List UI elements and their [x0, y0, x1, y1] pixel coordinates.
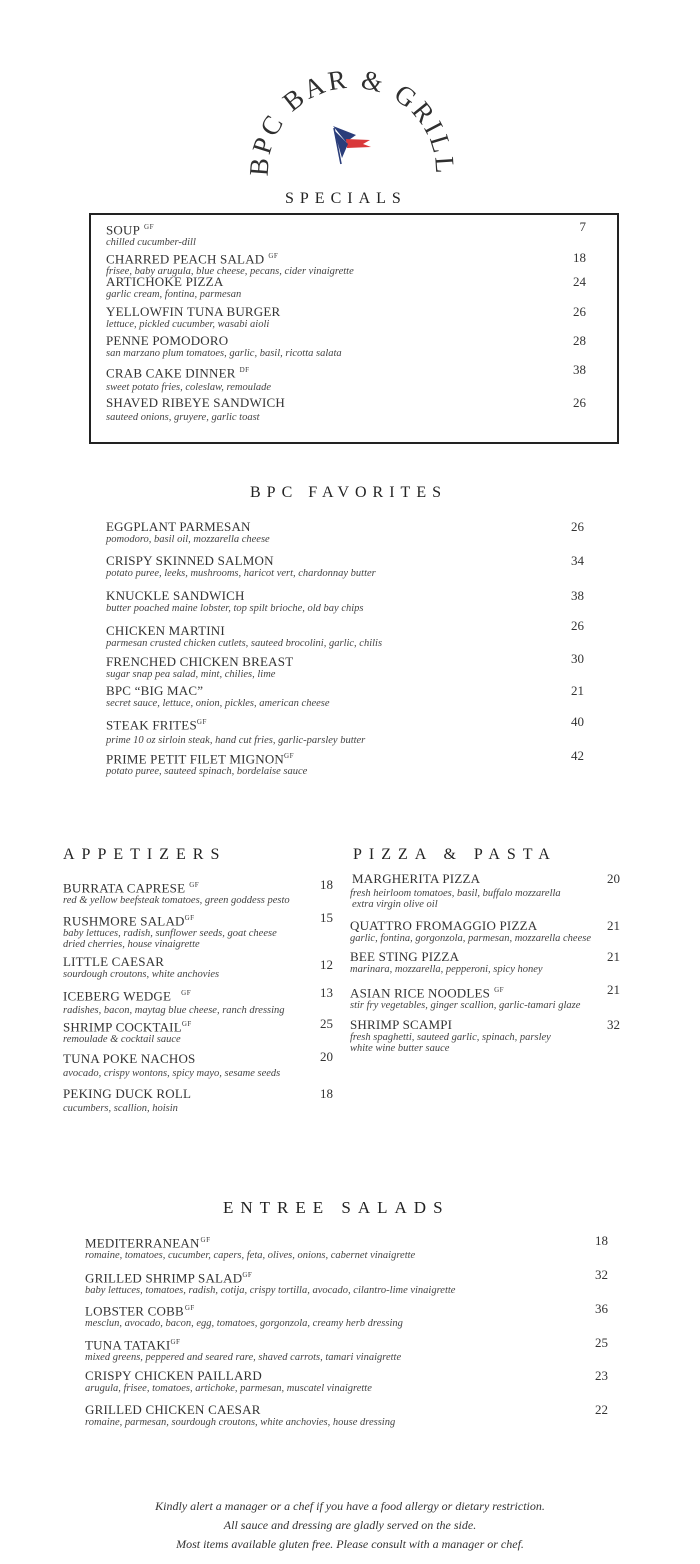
item-description: marinara, mozzarella, pepperoni, spicy honey: [350, 964, 543, 975]
item-price: 34: [571, 553, 584, 568]
item-price: 13: [320, 985, 333, 1000]
item-name: LITTLE CAESAR: [63, 954, 165, 969]
item-price: 40: [571, 714, 584, 729]
menu-item: [350, 872, 620, 910]
flag-icon: [333, 126, 371, 164]
appetizers-title: APPETIZERS: [63, 846, 227, 863]
dietary-tag: GF: [242, 1271, 253, 1279]
footer-notes: [0, 1497, 700, 1554]
item-price: 20: [607, 871, 620, 886]
menu-item: [85, 1233, 608, 1261]
item-description: butter poached maine lobster, top spilt brioche, old bay chips: [106, 603, 364, 614]
item-description: romaine, parmesan, sourdough croutons, white anchovies, house dressing: [85, 1417, 396, 1428]
item-price: 42: [571, 748, 584, 763]
item-description: pomodoro, basil oil, mozzarella cheese: [106, 534, 270, 545]
item-name: CRAB CAKE DINNER: [106, 365, 236, 381]
item-description: potato puree, leeks, mushrooms, haricot vert, chardonnay butter: [106, 568, 376, 579]
item-name: SHRIMP SCAMPI: [350, 1017, 453, 1032]
item-price: 26: [573, 304, 586, 319]
item-description: baby lettuces, tomatoes, radish, cotija, crispy tortilla, avocado, cilantro-lime vinaigrette: [85, 1285, 456, 1297]
menu-item: [350, 950, 620, 975]
item-price: 12: [320, 957, 333, 972]
item-description: cucumbers, scallion, hoisin: [63, 1103, 178, 1114]
menu-item: [85, 1335, 608, 1363]
item-price: 28: [573, 333, 586, 348]
item-description: remoulade & cocktail sauce: [63, 1034, 181, 1046]
item-description: parmesan crusted chicken cutlets, sauteed brocolini, garlic, chilis: [106, 638, 383, 649]
item-price: 21: [607, 918, 620, 933]
logo-text: BPC BAR & GRILL: [243, 63, 461, 177]
item-name: TUNA POKE NACHOS: [63, 1051, 196, 1066]
item-description: lettuce, pickled cucumber, wasabi aioli: [106, 319, 270, 330]
item-price: 18: [320, 1086, 333, 1101]
item-price: 32: [607, 1017, 620, 1032]
item-price: 18: [595, 1233, 608, 1248]
item-description: fresh heirloom tomatoes, basil, buffalo mozzarella: [350, 888, 561, 899]
item-name: FRENCHED CHICKEN BREAST: [106, 654, 294, 669]
item-description: mesclun, avocado, bacon, egg, tomatoes, gorgonzola, creamy herb dressing: [85, 1318, 403, 1330]
item-name: YELLOWFIN TUNA BURGER: [106, 304, 281, 319]
menu-item: [106, 220, 586, 248]
item-price: 32: [595, 1267, 608, 1282]
dietary-tag: GF: [184, 914, 195, 922]
item-description: frisee, baby arugula, blue cheese, pecans, cider vinaigrette: [106, 266, 354, 278]
item-name: KNUCKLE SANDWICH: [106, 588, 245, 603]
menu-item: [63, 1017, 333, 1045]
item-name: PEKING DUCK ROLL: [63, 1086, 192, 1101]
item-description: stir fry vegetables, ginger scallion, garlic-tamari glaze: [350, 1000, 581, 1012]
item-price: 21: [607, 982, 620, 997]
item-description: san marzano plum tomatoes, garlic, basil, ricotta salata: [106, 348, 342, 359]
item-description: baby lettuces, radish, sunflower seeds, goat cheese: [63, 928, 277, 940]
entree-salads-title: ENTREE SALADS: [223, 1198, 450, 1217]
item-name: BEE STING PIZZA: [350, 949, 460, 964]
item-price: 18: [320, 877, 333, 892]
item-description: sugar snap pea salad, mint, chilies, lime: [106, 669, 276, 680]
menu-item: [63, 986, 333, 1016]
item-description: romaine, tomatoes, cucumber, capers, feta, olives, onions, cabernet vinaigrette: [85, 1250, 416, 1262]
menu-item: [63, 955, 333, 980]
item-price: 21: [607, 949, 620, 964]
item-price: 21: [571, 683, 584, 698]
item-price: 25: [595, 1335, 608, 1350]
menu-item: [106, 334, 586, 359]
allergy-note: Kindly alert a manager or a chef if you have a food allergy or dietary restriction.: [155, 1499, 545, 1513]
item-price: 30: [571, 651, 584, 666]
item-name: GRILLED SHRIMP SALAD: [85, 1270, 243, 1286]
item-price: 22: [595, 1402, 608, 1417]
item-price: 24: [573, 274, 586, 289]
item-description: prime 10 oz sirloin steak, hand cut fries, garlic-parsley butter: [106, 735, 366, 747]
item-description: chilled cucumber-dill: [106, 237, 196, 249]
item-name: SHRIMP COCKTAIL: [63, 1019, 182, 1035]
item-price: 23: [595, 1368, 608, 1383]
menu-item: [85, 1369, 608, 1394]
item-name: GRILLED CHICKEN CAESAR: [85, 1402, 261, 1417]
item-name: ARTICHOKE PIZZA: [106, 274, 224, 289]
menu-item: [106, 749, 584, 777]
item-description: red & yellow beefsteak tomatoes, green goddess pesto: [63, 895, 290, 907]
item-description-line2: white wine butter sauce: [350, 1043, 450, 1054]
gluten-free-note: Most items available gluten free. Please consult with a manager or chef.: [176, 1537, 524, 1551]
item-price: 20: [320, 1049, 333, 1064]
item-price: 18: [573, 250, 586, 265]
item-price: 26: [573, 395, 586, 410]
item-description: garlic, fontina, gorgonzola, parmesan, mozzarella cheese: [350, 933, 591, 944]
item-price: 26: [571, 519, 584, 534]
specials-title: SPECIALS: [285, 190, 407, 207]
menu-item: [106, 520, 584, 545]
item-name: EGGPLANT PARMESAN: [106, 519, 251, 534]
item-name: CRISPY CHICKEN PAILLARD: [85, 1368, 262, 1383]
item-description: garlic cream, fontina, parmesan: [106, 289, 242, 300]
dietary-tag: GF: [184, 1304, 195, 1312]
item-name: PENNE POMODORO: [106, 333, 229, 348]
menu-item: [350, 919, 620, 944]
item-description: mixed greens, peppered and seared rare, shaved carrots, tamari vinaigrette: [85, 1352, 402, 1364]
menu-item: [350, 1018, 620, 1054]
logo: [230, 60, 470, 190]
item-description: potato puree, sauteed spinach, bordelaise sauce: [106, 766, 308, 778]
menu-item: [106, 715, 584, 746]
item-price: 7: [579, 219, 586, 234]
dietary-tag: GF: [494, 986, 505, 994]
item-price: 15: [320, 910, 333, 925]
menu-item: [106, 305, 586, 330]
dietary-tag: GF: [196, 718, 207, 726]
item-name: BPC “BIG MAC”: [106, 683, 204, 698]
item-description: sourdough croutons, white anchovies: [63, 969, 220, 980]
item-name: SHAVED RIBEYE SANDWICH: [106, 395, 285, 410]
item-price: 38: [573, 362, 586, 377]
item-description: secret sauce, lettuce, onion, pickles, american cheese: [106, 698, 330, 709]
item-description: radishes, bacon, maytag blue cheese, ranch dressing: [63, 1005, 285, 1017]
menu-item: [350, 983, 620, 1011]
item-name: STEAK FRITES: [106, 717, 197, 733]
item-name: CRISPY SKINNED SALMON: [106, 553, 274, 568]
dietary-tag: GF: [181, 1020, 192, 1028]
item-price: 26: [571, 618, 584, 633]
menu-item: [85, 1301, 608, 1329]
menu-item: [106, 618, 584, 649]
pizza-pasta-title: PIZZA & PASTA: [353, 846, 557, 863]
menu-item: [106, 684, 584, 709]
item-name: MEDITERRANEAN: [85, 1235, 200, 1251]
dietary-tag: GF: [144, 223, 154, 231]
dietary-tag: GF: [170, 1338, 181, 1346]
menu-item: [106, 363, 586, 393]
item-price: 36: [595, 1301, 608, 1316]
item-description: sauteed onions, gruyere, garlic toast: [106, 412, 260, 423]
sauce-note: All sauce and dressing are gladly served on the side.: [223, 1518, 477, 1532]
item-name: SOUP: [106, 222, 141, 238]
item-name: QUATTRO FROMAGGIO PIZZA: [350, 918, 538, 933]
favorites-title: BPC FAVORITES: [250, 484, 447, 501]
menu-item: [106, 651, 584, 680]
item-name: TUNA TATAKI: [85, 1337, 171, 1353]
menu-item: [63, 878, 333, 906]
menu-item: [106, 589, 584, 614]
item-name: BURRATA CAPRESE: [63, 880, 186, 896]
item-price: 25: [320, 1016, 333, 1031]
item-description: avocado, crispy wontons, spicy mayo, sesame seeds: [63, 1068, 281, 1079]
item-name: PRIME PETIT FILET MIGNON: [106, 751, 285, 767]
menu-item: [63, 1087, 333, 1114]
item-name: CHICKEN MARTINI: [106, 623, 225, 638]
item-name: RUSHMORE SALAD: [63, 913, 185, 929]
item-description-line2: extra virgin olive oil: [352, 899, 438, 910]
menu-item: [85, 1268, 608, 1296]
dietary-tag: GF: [268, 252, 279, 260]
item-description-line2: dried cherries, house vinaigrette: [63, 939, 200, 951]
item-description: fresh spaghetti, sauteed garlic, spinach, parsley: [350, 1032, 551, 1043]
item-name: MARGHERITA PIZZA: [352, 871, 481, 886]
dietary-tag: DF: [239, 366, 250, 374]
item-name: ICEBERG WEDGE: [63, 988, 172, 1004]
menu-item: [106, 554, 584, 579]
menu-item: [63, 1049, 333, 1079]
menu-item: [85, 1403, 608, 1428]
item-price: 38: [571, 588, 584, 603]
menu-item: [106, 396, 586, 423]
item-name: CHARRED PEACH SALAD: [106, 251, 265, 267]
dietary-tag: GF: [189, 881, 200, 889]
item-name: LOBSTER COBB: [85, 1303, 184, 1319]
menu-item: [63, 911, 333, 950]
dietary-tag: GF: [284, 752, 294, 760]
dietary-tag: GF: [181, 989, 192, 997]
menu-item: [106, 275, 586, 300]
item-name: ASIAN RICE NOODLES: [350, 985, 491, 1001]
dietary-tag: GF: [200, 1236, 211, 1244]
item-description: arugula, frisee, tomatoes, artichoke, parmesan, muscatel vinaigrette: [85, 1383, 372, 1394]
item-description: sweet potato fries, coleslaw, remoulade: [106, 382, 272, 394]
